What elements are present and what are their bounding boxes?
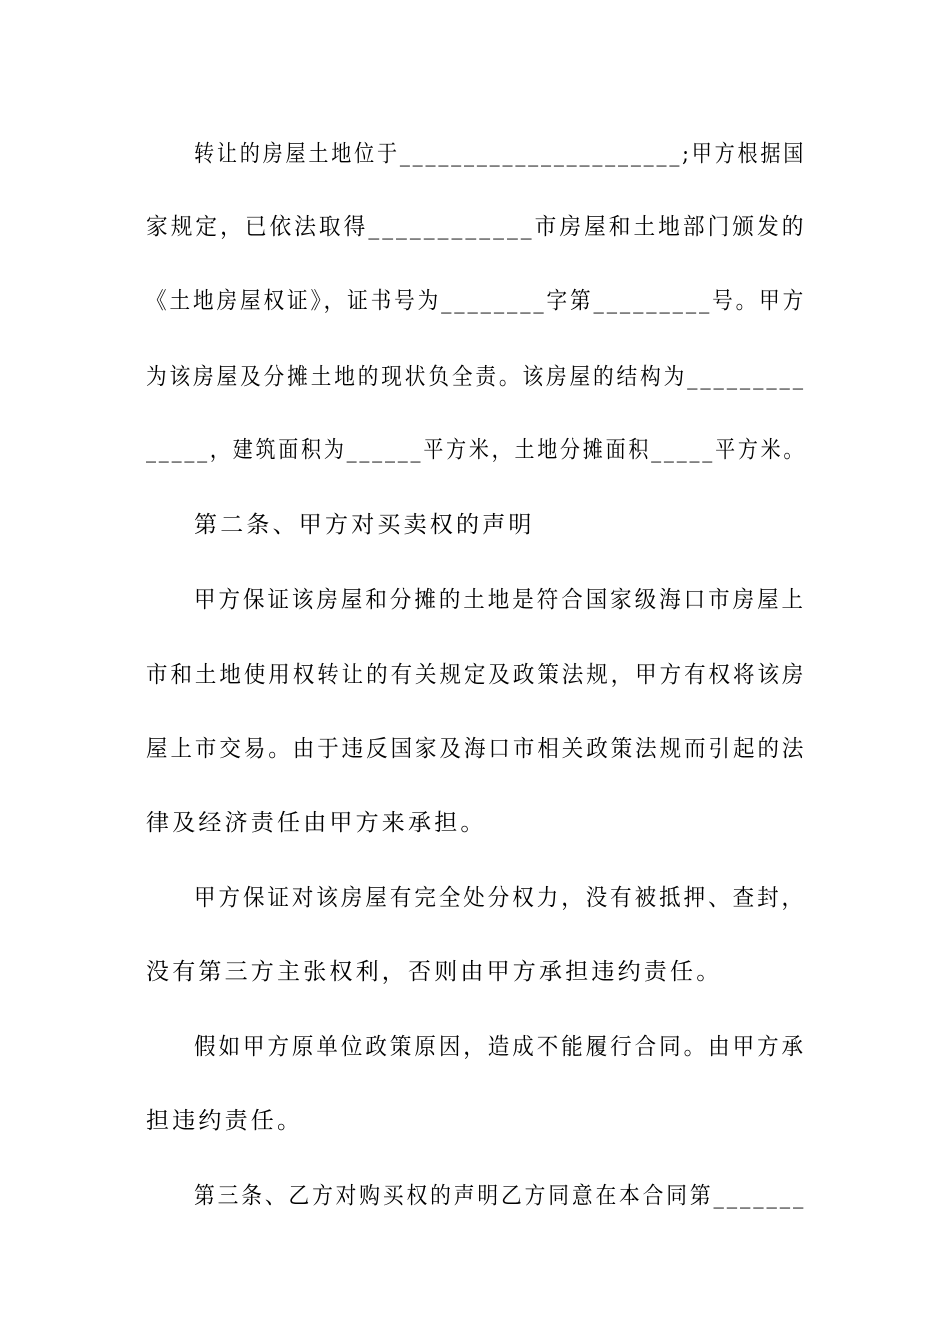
section-heading: 第二条、甲方对买卖权的声明 — [194, 512, 535, 538]
paragraph-line: 假如甲方原单位政策原因，造成不能履行合同。由甲方承 — [194, 1034, 807, 1060]
paragraph-line: 家规定，已依法取得____________市房屋和土地部门颁发的 — [146, 214, 807, 240]
paragraph-line: 没有第三方主张权利，否则由甲方承担违约责任。 — [146, 959, 723, 985]
paragraph-line: 律及经济责任由甲方来承担。 — [146, 810, 487, 836]
paragraph-line: 市和土地使用权转让的有关规定及政策法规，甲方有权将该房 — [146, 662, 807, 688]
paragraph-line: 甲方保证该房屋和分摊的土地是符合国家级海口市房屋上 — [194, 587, 807, 613]
paragraph-line: 甲方保证对该房屋有完全处分权力，没有被抵押、查封， — [194, 885, 807, 911]
paragraph-line: _____，建筑面积为______平方米，土地分摊面积_____平方米。 — [146, 437, 807, 463]
paragraph-line: 转让的房屋土地位于______________________;甲方根据国 — [194, 141, 807, 167]
paragraph-line: 《土地房屋权证》，证书号为________字第_________号。甲方 — [146, 288, 807, 314]
paragraph-line: 担违约责任。 — [146, 1108, 304, 1134]
paragraph-line: 屋上市交易。由于违反国家及海口市相关政策法规而引起的法 — [146, 736, 807, 762]
section-heading: 第三条、乙方对购买权的声明乙方同意在本合同第_______ — [194, 1183, 807, 1209]
paragraph-line: 为该房屋及分摊土地的现状负全责。该房屋的结构为_________ — [146, 364, 806, 390]
